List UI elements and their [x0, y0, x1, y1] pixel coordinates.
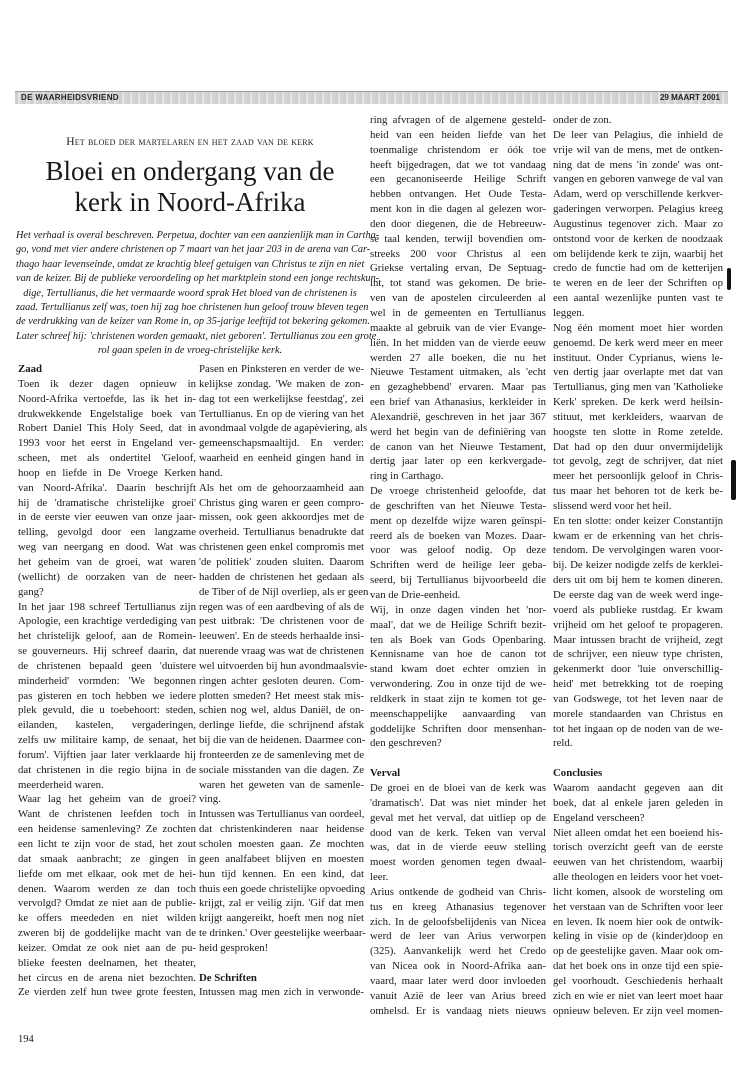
text-line: toenmalige christendom er óók toe: [370, 143, 546, 156]
text-line: plek gevuld, die u toebehoort: steden,: [18, 704, 196, 717]
scan-smudge: [731, 460, 736, 500]
text-line: vanuit Azië de leer van Arius breed: [370, 989, 546, 1002]
text-line: licht komen, alsook de worsteling om: [553, 885, 723, 898]
text-line: maakte al gebruik van de vier Evange-: [370, 321, 546, 334]
text-line: ke offers meededen en niet wilden: [18, 912, 196, 925]
text-line: hadden de christenen het gedaan als: [199, 570, 364, 583]
text-line: De groei en de bloei van de kerk was: [370, 781, 546, 794]
text-line: minderheid' vormden: 'We begonnen: [18, 674, 196, 687]
text-line: ving.: [199, 793, 221, 806]
paragraph: [199, 985, 364, 1000]
text-line: stituut, met kerkleiders, waarvan de: [553, 410, 723, 423]
text-line: Waar lag het geheim van de groei?: [18, 793, 196, 806]
text-line: pest uitbrak: 'De christenen voor de: [199, 615, 364, 628]
text-line: dat christenen in die regio bijna in de: [18, 763, 196, 776]
text-line: ning dat de mens 'in zonde' was ont-: [553, 158, 723, 171]
intro-line: zaad. Tertullianus zelf was, toen hij zag hoe christenen hun geloof trouw bleven tegen: [16, 302, 369, 314]
text-line: Noord-Afrika vertoefde, las ik het in-: [18, 392, 196, 405]
text-column-4: [553, 113, 723, 1018]
text-line: Kerk' spreken. De kerk werd heilsin-: [553, 396, 723, 409]
text-line: plotten smeden? Het meest stak mis-: [199, 689, 364, 702]
text-line: een gecanoniseerde Heilige Schrift: [370, 173, 546, 186]
article-intro: [16, 229, 380, 359]
text-line: dertig jaar later op een kerkvergade-: [370, 455, 546, 468]
text-line: Ze vierden zelf hun twee grote feesten,: [18, 986, 196, 999]
title-line: Bloei en ondergang van de: [45, 156, 335, 186]
text-line: ven van de apostelen circuleerden al: [370, 292, 546, 305]
paragraph: [553, 113, 723, 128]
text-line: ring afvragen of de algemene gesteld-: [370, 114, 546, 126]
text-line: het circus en de arena niet bezochten.: [18, 971, 196, 984]
text-line: gekenmerkt door 'luie onverschillig-: [553, 663, 723, 676]
text-line: ring in Carthago.: [370, 470, 444, 483]
text-line: reld.: [553, 737, 573, 750]
text-line: Niet alleen omdat het een boeiend his-: [553, 826, 723, 839]
text-line: ten als Boek van Gods Openbaring.: [370, 633, 546, 646]
text-line: Waarom aandacht gegeven aan dit: [553, 781, 723, 794]
text-line: Als het om de gehoorzaamheid aan: [199, 481, 364, 494]
text-line: gemeenschapsmaaltijd. En verder:: [199, 437, 364, 450]
text-line: omhelsd. Er is vandaag niets nieuws: [370, 1004, 546, 1017]
text-line: weg van neergang en dood. Wat was: [18, 541, 196, 554]
text-line: vervolgd? Omdat ze niet aan de publie-: [18, 897, 196, 910]
text-line: Augustinus tegenover zich. Maar zo: [553, 217, 723, 230]
text-column-1: [18, 362, 196, 1000]
text-line: Nieuwe Testament uitmaken, als 'echt: [370, 366, 546, 379]
text-line: Want de christenen leefden toch in: [18, 808, 196, 821]
text-line: het geheim van de groei, wat waren: [18, 555, 196, 568]
text-line: Intussen was Tertullianus van oordeel,: [199, 808, 365, 821]
text-line: een licht te zijn voor de stad, het zout: [18, 838, 196, 850]
text-line: liefde om met elkaar, ook met de hei-: [18, 867, 196, 880]
text-line: dat smaak aanbracht; ze gingen in: [18, 852, 196, 865]
text-line: seerd, bij Tertullianus bijvoorbeeld die: [370, 574, 546, 587]
text-line: de geschriften van het Nieuwe Testa-: [370, 499, 546, 512]
text-line: gel voorhoudt. Geschiedenis herhaalt: [553, 974, 723, 987]
text-column-2: [199, 362, 369, 1000]
text-line: kelijkse zondag. 'We maken de zon-: [199, 377, 364, 390]
running-header: [15, 92, 728, 104]
text-line: een brief van Athanasius, kerkleider in: [370, 396, 546, 409]
text-line: leeuwen'. En de steeds herhaalde insi-: [199, 630, 364, 643]
paragraph: [370, 603, 546, 751]
text-line: in de eerste vier eeuwen van onze jaar-: [18, 511, 196, 524]
text-line: boek, dat al enkele jaren geleden in: [553, 796, 723, 809]
text-line: Christus ging waren er geen compro-: [199, 496, 364, 509]
text-line: tus maar het behoren tot de kerk be-: [553, 485, 723, 498]
paragraph-gap: [199, 956, 364, 971]
text-line: christenen geen enkel compromis met: [199, 541, 364, 554]
text-line: eeuwen van het christendom, waarbij: [553, 856, 723, 869]
paragraph-gap: [370, 751, 546, 766]
intro-line: van de keizer. Bij de publieke veroordeling op het marktplein stond een jonge rechtskun-: [16, 273, 380, 285]
intro-line: go, vond met vier andere christenen op 7 maart van het jaar 203 in de arena van Car-: [16, 244, 371, 256]
paragraph: [553, 128, 723, 321]
text-line: het christelijk geloof, aan de Romein-: [18, 630, 196, 643]
text-line: keizer. Omdat ze ook niet aan de pu-: [18, 941, 196, 954]
paragraph: [553, 826, 723, 1019]
text-line: voerd als publieke rustdag. Er kwam: [553, 603, 723, 616]
text-line: den geschreven?: [370, 737, 442, 750]
paragraph: [199, 481, 369, 808]
text-line: vrije wil van de mens, met de ontken-: [553, 143, 723, 156]
text-line: 'dramatisch'. Dat was niet minder het: [370, 796, 546, 809]
text-line: Nog één moment moet hier worden: [553, 321, 723, 334]
text-line: en leven. Ik noem hier ook de ontwik-: [553, 915, 723, 928]
text-line: sociale misstanden van die dagen. Ze: [199, 763, 364, 776]
text-line: heeft bijgedragen, dat we tot vandaag: [370, 158, 546, 171]
text-line: werd de leer van Arius verworpen: [370, 930, 546, 943]
text-line: leer.: [370, 871, 389, 884]
text-line: de schrijver, een nieuw type christen,: [553, 648, 723, 661]
paragraph: [199, 807, 364, 955]
paragraph-gap: [553, 751, 723, 766]
text-line: leggen.: [553, 306, 585, 319]
text-line: scheen, met als ondertitel 'Geloof,: [18, 452, 196, 465]
text-line: Apologie, een krachtige verdediging van: [18, 615, 196, 628]
paragraph: [553, 781, 723, 826]
text-line: blieke feesten deelnamen, het theater,: [18, 956, 196, 969]
paragraph: [370, 484, 546, 603]
text-line: genoemd. De kerk werd meer en meer: [553, 336, 723, 349]
text-line: hun tijd kennen. En een kind, dat: [199, 867, 364, 880]
text-line: werden 27 alle boeken, die nu het: [370, 351, 546, 364]
text-line: moest worden genomen tegen dwaal-: [370, 856, 546, 869]
text-line: (325). Aanvankelijk werd het Credo: [370, 945, 546, 958]
text-line: denen. Waarom werden ze dan toch: [18, 882, 196, 895]
text-line: ment op dezelfde wijze waren geïnspi-: [370, 514, 546, 527]
text-line: gaderingen verworpen. Pelagius kreeg: [553, 203, 723, 216]
text-line: ment kon in die dagen al gelezen wor-: [370, 203, 546, 216]
text-line: heid' met betrekking tot de roeping: [553, 678, 723, 691]
text-line: thuis een goede christelijke opvoeding: [199, 882, 366, 895]
text-line: se gouverneurs. Hij schreef daarin, dat: [18, 645, 196, 658]
article-kicker: Het bloed der martelaren en het zaad van de kerk: [66, 136, 314, 148]
text-line: te weren en de leer der Schriften op: [553, 277, 723, 290]
text-line: voor was geloof nodig. Op deze: [370, 544, 546, 557]
text-line: waren het geweten van de samenle-: [199, 778, 364, 791]
text-line: Pasen en Pinksteren en verder de we-: [199, 363, 364, 375]
text-line: onder de zon.: [553, 114, 612, 126]
text-line: instituut. Onder Cyprianus, wiens le-: [553, 351, 723, 364]
paragraph: [18, 600, 196, 793]
text-line: reerd als de boeken van Mozes. Daar-: [370, 529, 546, 542]
section-heading: Conclusies: [553, 767, 603, 780]
paragraph: [370, 113, 546, 484]
paragraph: [553, 321, 723, 514]
text-line: werd het begin van de definiëring van: [370, 425, 546, 438]
text-line: het verstaan van de Schriften voor leer: [553, 900, 723, 913]
text-line: keling in visie op de (kinder)doop en: [553, 930, 723, 943]
text-line: wel uitvoerden bij hun avondmaalsvie-: [199, 659, 368, 672]
text-line: schien nog wel, aldus Daniël, de on-: [199, 704, 364, 717]
text-line: een aantal wezenlijke punten vast te: [553, 292, 723, 305]
text-line: den door diegenen, die de Hebreeuw-: [370, 217, 546, 230]
scan-smudge: [727, 268, 731, 290]
intro-line: dige, Tertullianus, die het vermaarde woord sprak Het bloed van de christenen is: [23, 287, 357, 299]
text-line: en gezaghebbend' ervaren. Maar pas: [370, 381, 546, 394]
text-line: de christenen bepaald geen 'duistere: [18, 659, 196, 672]
paragraph: [199, 362, 368, 481]
text-line: Kennisname van hoe de canon tot: [370, 648, 546, 661]
text-line: Wij, in onze dagen vinden het 'nor-: [370, 603, 546, 616]
text-line: se taal kenden, terwijl bovendien om-: [370, 232, 546, 245]
text-line: zelfs uw militaire kamp, de senaat, het: [18, 734, 196, 747]
text-line: zich en wie er niet van leert moet haar: [553, 989, 723, 1002]
text-line: wel in de gemeenten en Tertullianus: [370, 306, 546, 319]
text-line: Tertullianus. En op de viering van het: [199, 407, 364, 420]
text-line: liën. In het midden van de vierde eeuw: [370, 336, 546, 349]
text-line: de canon van het Nieuwe Testament,: [370, 440, 546, 453]
text-line: meer het persoonlijk geloof in Chris-: [553, 470, 723, 483]
text-line: meenschappelijke aanvaarding van: [370, 707, 546, 720]
text-line: Maar intussen bracht de vrijheid, zegt: [553, 633, 723, 646]
paragraph: [18, 792, 196, 1000]
text-line: telling, gevolgd door een langzame: [18, 526, 196, 539]
text-line: krijgt aangereikt, hoeft men nog niet: [199, 912, 364, 925]
text-line: waarheid en eenheid gingen hand in: [199, 452, 364, 465]
text-line: Engeland verscheen?: [553, 811, 645, 824]
text-line: overheid. Tertullianus benadrukte dat: [199, 526, 364, 539]
text-line: tus en kreeg Athanasius tegenover: [370, 900, 546, 913]
text-line: streeks 200 voor Christus al een: [370, 247, 546, 260]
section-heading: Verval: [370, 767, 401, 780]
intro-line: thago haar levenseinde, omdat ze krachtig bleef getuigen van Christus te zijn en niet: [16, 258, 365, 270]
issue-date: 29 MAART 2001: [659, 93, 720, 102]
text-line: forum'. Vijftien jaar later verklaarde hij: [18, 748, 196, 761]
text-line: hij de 'dramatische christelijke groei': [18, 496, 196, 509]
text-line: de Tiber of de Nijl overliep, als er geen: [199, 585, 369, 598]
intro-line: Het verhaal is overal beschreven. Perpetua, dochter van een aanzienlijk man in Cartha-: [16, 230, 380, 241]
text-line: Schriften werd de heilige leer geba-: [370, 559, 546, 572]
text-line: hebben ontvangen. Het Oude Testa-: [370, 188, 546, 201]
text-line: Robert Daniel This Holy Seed, dat in: [18, 422, 196, 435]
title-line: kerk in Noord-Afrika: [74, 187, 306, 217]
text-line: En ten slotte: onder keizer Constantijn: [553, 514, 723, 527]
text-line: alle theologen en leiders voor het voet-: [553, 871, 723, 884]
text-line: ders uit om bij hem te komen dineren.: [553, 574, 723, 587]
text-line: tendom. De vervolgingen waren voor-: [553, 544, 723, 557]
text-line: hoogste ten slotte in Rome zetelde.: [553, 425, 723, 438]
text-line: heid van een heiden liefde van het: [370, 128, 546, 141]
text-line: van Noord-Afrika'. Daarin beschrijft: [18, 481, 196, 494]
text-line: Arius ontkende de godheid van Chris-: [370, 885, 546, 898]
text-line: De vroege christenheid geloofde, dat: [370, 485, 546, 498]
text-line: te drinken.' Over geestelijke weerbaar-: [199, 927, 366, 940]
text-line: van Godswege, tot het leven naar de: [553, 692, 723, 705]
page-number: 194: [18, 1034, 34, 1045]
paragraph: [553, 514, 723, 752]
text-line: van de Drie-eenheid.: [370, 589, 461, 601]
text-line: verwondering. Zou in onze tijd de we-: [370, 678, 546, 691]
text-line: Intussen mag men zich in verwonde-: [199, 986, 364, 999]
text-line: De eerste dag van de week werd inge-: [553, 589, 723, 601]
section-heading: Zaad: [18, 363, 43, 375]
text-line: hand.: [199, 466, 223, 479]
intro-line: de verdrukking van de keizer van Rome in, op 35-jarige leeftijd tot bekering gekomen.: [16, 316, 370, 328]
intro-line: Later schreef hij: 'christenen worden gemaakt, niet geboren'. Tertullianus zou een grote: [16, 330, 377, 342]
section-heading: De Schriften: [199, 971, 257, 984]
text-line: vangen en geboren vanwege de val van: [553, 173, 723, 186]
text-line: ontstond voor de kerken de noodzaak: [553, 232, 723, 245]
text-line: geen analfabeet blijven en moesten: [199, 852, 364, 865]
text-line: De leer van Pelagius, die inhield de: [553, 128, 723, 141]
text-line: krijgt, zal er veilig zijn. 'Gif dat men: [199, 897, 364, 910]
text-line: Tertullianus, ging men van 'Katholieke: [553, 381, 723, 394]
text-line: vaard, maar later werd door invloeden: [370, 974, 546, 987]
text-line: bij die van de heidenen. Daarmee con-: [199, 734, 366, 747]
text-line: Dat had op den duur onvermijdelijk: [553, 440, 723, 453]
text-line: Alexandrië, geschreven in het jaar 367: [370, 410, 546, 423]
text-line: dood van de kerk. Teken van verval: [370, 826, 546, 839]
text-line: avondmaal volgde de agapèviering, als: [199, 422, 368, 435]
text-line: slissend werd voor het heil.: [553, 499, 672, 512]
text-line: derlinge liefde, die schrijnend afstak: [199, 719, 364, 732]
text-line: heid gesproken!: [199, 941, 269, 954]
text-line: credo de functie had om de ketterijen: [553, 262, 723, 275]
text-line: tot gevolg, zegt de schrijver, dat niet: [553, 455, 723, 468]
text-line: regen was of een aardbeving of als de: [199, 600, 364, 613]
text-line: 'de politiek' zouden sluiten. Daarom: [199, 555, 364, 568]
text-line: (wellicht) de oorzaken van de neer-: [18, 570, 196, 583]
text-line: In het jaar 198 schreef Tertullianus zijn: [18, 600, 196, 613]
paragraph: [370, 781, 546, 885]
intro-line: rol gaan spelen in de vroeg-christelijke kerk.: [97, 345, 283, 357]
text-line: van Nicea ook in Noord-Afrika aan-: [370, 960, 546, 973]
publication-name: DE WAARHEIDSVRIEND: [21, 93, 119, 102]
text-line: zweren bij de goddelijke macht van de: [18, 927, 196, 940]
text-line: maal', dat we de Heilige Schrift bezit-: [370, 618, 546, 631]
text-line: een heidense samenleving? Ze zochten: [18, 823, 196, 836]
text-line: Adam, werd op verschillende kerkver-: [553, 188, 723, 201]
text-line: drukwekkende Engelstalige boek van: [18, 407, 196, 420]
text-line: int, tot stand was gekomen. De brie-: [370, 277, 546, 290]
text-line: pas gisteren en toch hebben we iedere: [18, 689, 196, 702]
text-line: scholen moesten gaan. Ze mochten: [199, 838, 364, 850]
text-line: torisch overzicht geeft van de eerste: [553, 841, 723, 854]
text-line: was, dat in de vierde eeuw stelling: [370, 841, 546, 854]
text-line: opnieuw beleven. Er zijn veel momen-: [553, 1004, 723, 1017]
text-line: dag tot een werkelijkse feestdag', zei: [199, 392, 364, 405]
text-line: dat christenkinderen naar heidense: [199, 823, 364, 836]
text-line: missen, ook geen akkoordjes met de: [199, 511, 364, 524]
text-line: op de geestelijke gaven. Maar ook om-: [553, 945, 723, 958]
text-line: reldkerk in staat zijn te komen tot ge-: [370, 692, 546, 705]
text-line: eilanden, kastelen, vergaderingen,: [18, 719, 196, 732]
text-line: ven dertig jaar overlapte met dat van: [553, 366, 723, 379]
text-column-3: [370, 113, 546, 1018]
text-line: geval met het verval, dat uitliep op de: [370, 811, 546, 824]
text-line: stand kwam doet echter omzien in: [370, 663, 546, 676]
text-line: fronteerden ze de samenleving met de: [199, 748, 364, 761]
text-line: Toen ik dezer dagen opnieuw in: [18, 377, 196, 390]
text-line: Griekse vertaling ervan, De Septuag-: [370, 262, 546, 275]
text-line: hoop en liefde in De Vroege Kerken: [18, 466, 196, 479]
text-line: zich. In de geloofsbelijdenis van Nicea: [370, 915, 546, 928]
text-line: meerderheid waren.: [18, 778, 104, 791]
text-line: vrijheid om het geloof te propageren.: [553, 618, 723, 631]
text-line: kwam er de erkenning van het chris-: [553, 529, 723, 542]
text-line: om belijdende kerk te zijn, waarbij het: [553, 247, 723, 260]
text-line: 1993 voor het eerst in Engeland ver-: [18, 437, 196, 450]
text-line: bij. De keizer nodigde zelfs de kerklei-: [553, 559, 723, 572]
article-title: [18, 156, 362, 218]
text-line: goddelijke Schriften door mensenhan-: [370, 722, 546, 735]
text-line: nuerende vraag was wat de christenen: [199, 645, 364, 658]
text-line: morele standaarden van Christus en: [553, 707, 723, 720]
paragraph: [18, 377, 196, 600]
text-line: tot het ingaan op de noden van de we-: [553, 722, 723, 735]
text-line: dat het boek ons in onze tijd een spie-: [553, 960, 723, 973]
text-line: gang?: [18, 585, 44, 598]
paragraph: [370, 885, 546, 1019]
text-line: ringen achter gesloten deuren. Com-: [199, 674, 364, 687]
